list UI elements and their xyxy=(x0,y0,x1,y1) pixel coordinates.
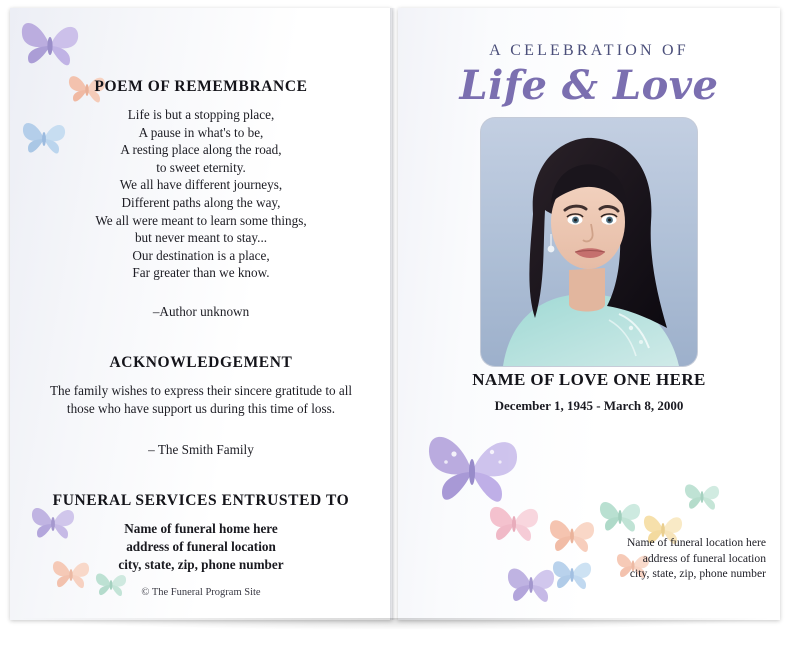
acknowledgement-body: The family wishes to express their sincere gratitude to all those who have support us during this time of loss. xyxy=(49,382,353,416)
butterfly-pink-icon xyxy=(484,498,546,552)
left-panel xyxy=(10,8,392,620)
spacer xyxy=(10,458,392,492)
poem-title: POEM OF REMEMBRANCE xyxy=(94,78,308,95)
poem-line: Life is but a stopping place, xyxy=(127,107,275,122)
funeral-location-line: city, state, zip, phone number xyxy=(629,567,766,581)
celebration-line1: A CELEBRATION OF xyxy=(489,42,689,59)
poem-line: We all were meant to learn some things, xyxy=(95,212,307,228)
poem-line: Far greater than we know. xyxy=(132,265,270,281)
funeral-services-line: city, state, zip, phone number xyxy=(118,556,284,572)
poem-body xyxy=(10,106,392,282)
butterfly-mint-top-icon xyxy=(680,478,726,518)
site-credit: © The Funeral Program Site xyxy=(141,587,261,598)
poem-line: but never meant to stay... xyxy=(134,230,268,246)
poem-author: –Author unknown xyxy=(152,303,250,319)
funeral-services-line: address of funeral location xyxy=(126,538,276,554)
portrait-photo xyxy=(481,118,697,366)
brochure xyxy=(10,8,780,620)
poem-line: to sweet eternity. xyxy=(156,159,246,175)
family-signature: – The Smith Family xyxy=(148,441,254,457)
brochure-fold xyxy=(390,8,400,620)
celebration-heading xyxy=(398,42,780,109)
butterfly-purple-icon xyxy=(16,14,88,76)
portrait-photo-illustration xyxy=(481,118,697,366)
poem-line: A pause in what's to be, xyxy=(138,124,264,140)
poem-line: Different paths along the way, xyxy=(121,194,281,210)
poem-line: We all have different journeys, xyxy=(119,177,283,193)
left-panel-content xyxy=(10,78,392,574)
right-panel xyxy=(398,8,780,620)
acknowledgement-title: ACKNOWLEDGEMENT xyxy=(109,353,293,371)
poem-line: A resting place along the road, xyxy=(120,142,282,158)
page-shadow xyxy=(14,618,776,630)
name-block xyxy=(398,370,780,414)
butterfly-purple-bottom-icon xyxy=(502,560,562,612)
spacer xyxy=(10,320,392,354)
funeral-services-line: Name of funeral home here xyxy=(124,520,278,536)
funeral-location-block xyxy=(556,535,766,582)
celebration-line2: Life & Love xyxy=(459,62,719,109)
poem-line: Our destination is a place, xyxy=(132,247,270,263)
deceased-dates: December 1, 1945 - March 8, 2000 xyxy=(494,398,684,413)
funeral-location-line: Name of funeral location here xyxy=(626,536,766,550)
funeral-location-line: address of funeral location xyxy=(642,551,766,565)
funeral-services-title: FUNERAL SERVICES ENTRUSTED TO xyxy=(52,491,350,509)
deceased-name: NAME OF LOVE ONE HERE xyxy=(472,370,706,389)
